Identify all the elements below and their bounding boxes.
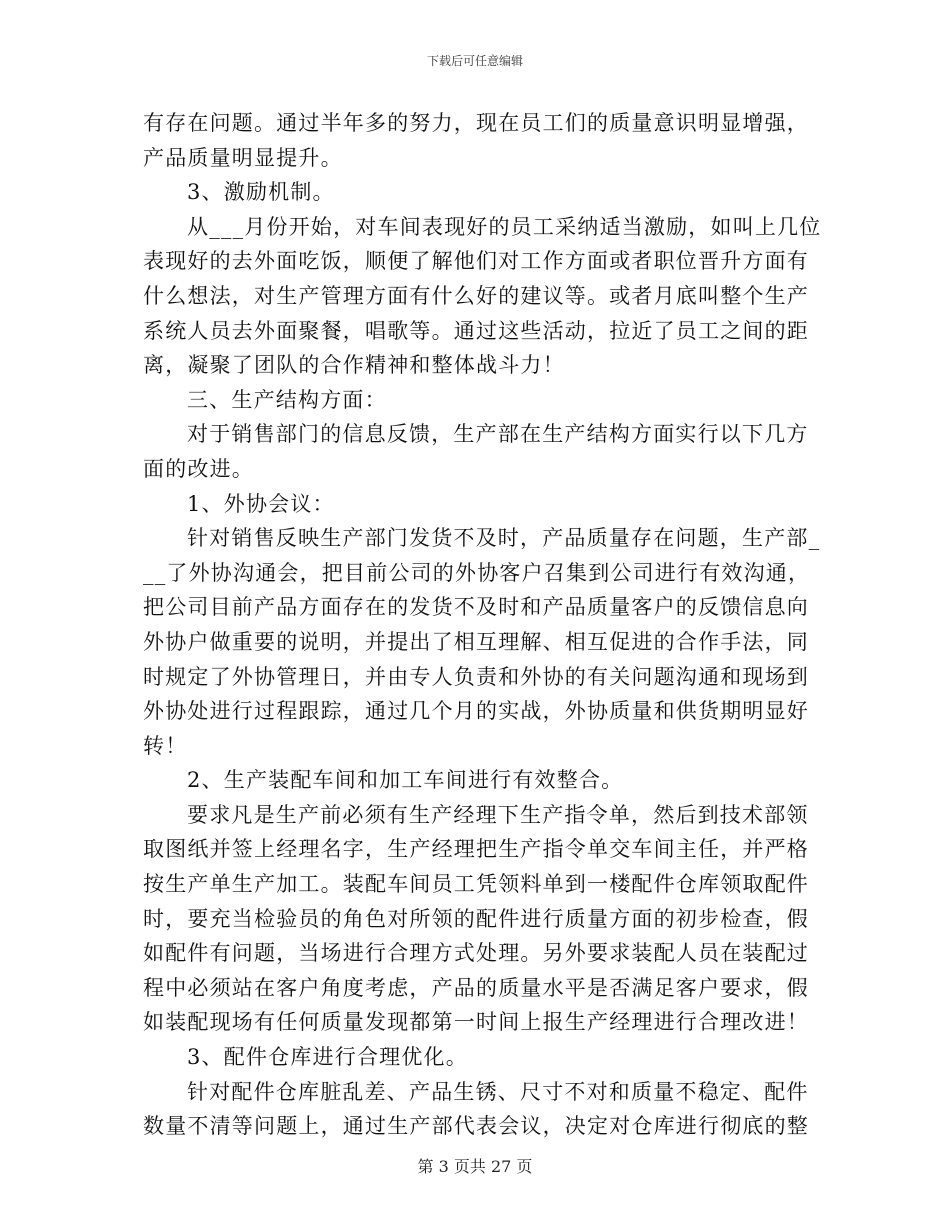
text-line: 系统人员去外面聚餐，唱歌等。通过这些活动，拉近了员工之间的距: [143, 318, 809, 343]
text-line: 要求凡是生产前必须有生产经理下生产指令单，然后到技术部领: [187, 802, 809, 827]
text-line: 如配件有问题，当场进行合理方式处理。另外要求装配人员在装配过: [143, 941, 809, 966]
text-line: 时规定了外协管理日，并由专人负责和外协的有关问题沟通和现场到: [143, 664, 809, 689]
text-line: 针对销售反映生产部门发货不及时，产品质量存在问题，生产部_: [187, 526, 821, 551]
text-line: 表现好的去外面吃饭，顺便了解他们对工作方面或者职位晋升方面有: [143, 249, 809, 274]
page-header: 下载后可任意编辑: [426, 54, 523, 68]
document-body: [143, 106, 822, 1144]
text-line: 离，凝聚了团队的合作精神和整体战斗力！: [143, 353, 565, 378]
text-line: 时，要充当检验员的角色对所领的配件进行质量方面的初步检查，假: [143, 906, 809, 931]
page-footer: 第 3 页共 27 页: [417, 1157, 533, 1176]
text-line: 外协户做重要的说明，并提出了相互理解、相互促进的合作手法，同: [143, 629, 809, 654]
text-line: 如装配现场有任何质量发现都第一时间上报生产经理进行合理改进！: [143, 1010, 809, 1035]
text-line: 数量不清等问题上，通过生产部代表会议，决定对仓库进行彻底的整: [143, 1114, 809, 1139]
text-line: 对于销售部门的信息反馈，生产部在生产结构方面实行以下几方: [187, 422, 809, 447]
section-heading: 3、激励机制。: [187, 180, 335, 205]
text-line: 面的改进。: [143, 456, 254, 481]
section-heading: 1、外协会议：: [187, 491, 335, 516]
text-line: 转！: [143, 733, 188, 758]
text-line: 按生产单生产加工。装配车间员工凭领料单到一楼配件仓库领取配件: [143, 872, 809, 897]
section-heading: 三、生产结构方面：: [187, 387, 387, 412]
text-line: 针对配件仓库脏乱差、产品生锈、尺寸不对和质量不稳定、配件: [187, 1079, 809, 1104]
text-line: 把公司目前产品方面存在的发货不及时和产品质量客户的反馈信息向: [143, 595, 809, 620]
text-line: 从___月份开始，对车间表现好的员工采纳适当激励，如叫上几位: [187, 214, 822, 239]
text-line: 取图纸并签上经理名字，生产经理把生产指令单交车间主任，并严格: [143, 837, 809, 862]
text-line: 程中必须站在客户角度考虑，产品的质量水平是否满足客户要求，假: [143, 975, 809, 1000]
text-line: 产品质量明显提升。: [143, 145, 343, 170]
text-line: 外协处进行过程跟踪，通过几个月的实战，外协质量和供货期明显好: [143, 699, 809, 724]
text-line: 什么想法，对生产管理方面有什么好的建议等。或者月底叫整个生产: [143, 283, 809, 308]
text-line: __了外协沟通会，把目前公司的外协客户召集到公司进行有效沟通，: [143, 560, 811, 585]
section-heading: 2、生产装配车间和加工车间进行有效整合。: [187, 768, 624, 793]
text-line: 有存在问题。通过半年多的努力，现在员工们的质量意识明显增强，: [143, 111, 809, 135]
section-heading: 3、配件仓库进行合理优化。: [187, 1045, 468, 1070]
